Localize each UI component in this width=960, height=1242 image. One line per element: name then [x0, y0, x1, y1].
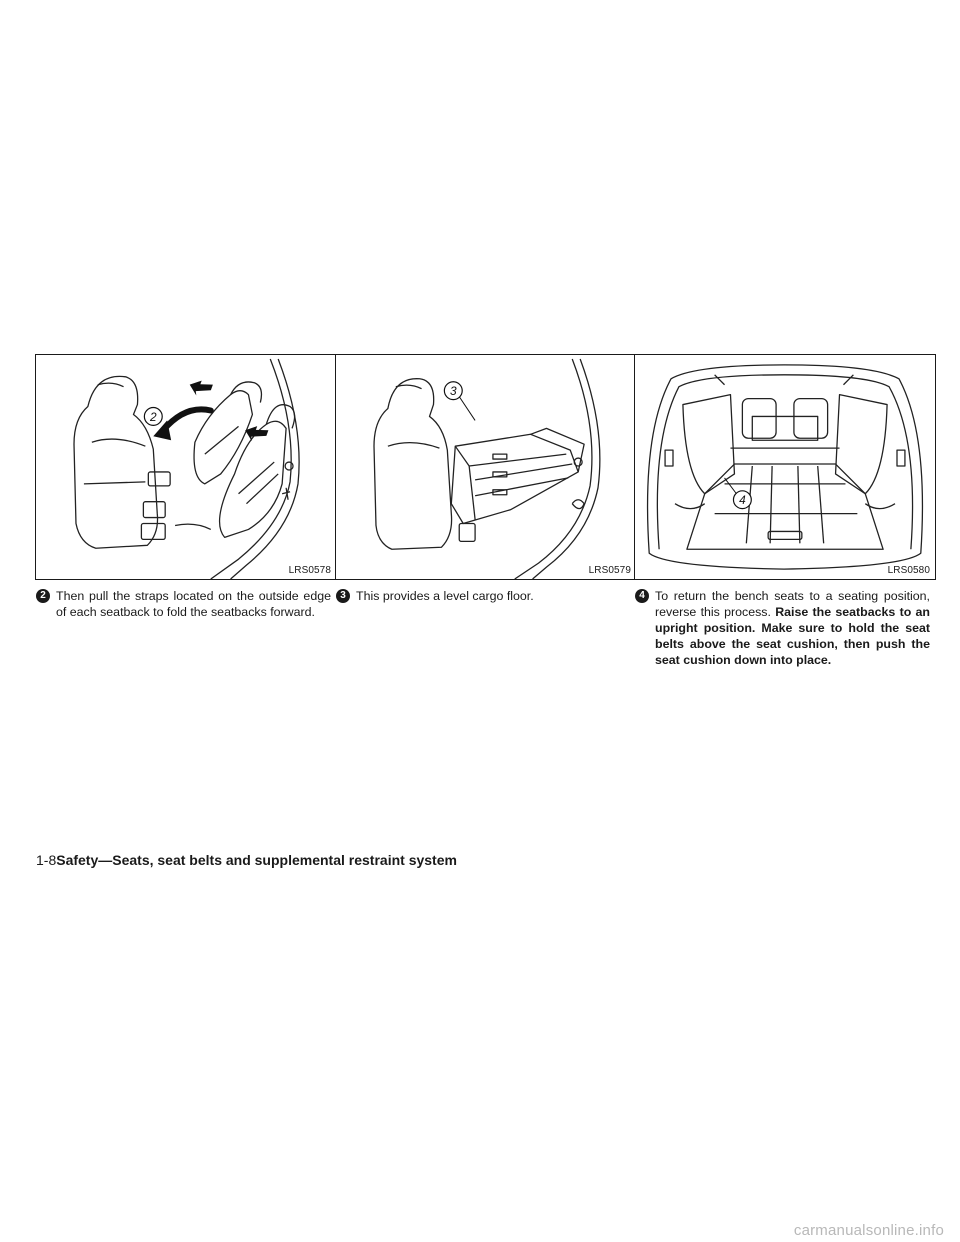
callout-number: 2 — [149, 409, 157, 424]
caption-step-4 — [635, 588, 930, 668]
watermark-text: carmanualsonline.info — [793, 1222, 944, 1239]
callout-number: 3 — [449, 384, 457, 399]
seat-fold-illustration — [36, 355, 336, 579]
caption-step-3 — [336, 588, 631, 604]
caption-text — [655, 588, 930, 668]
page-footer — [36, 851, 457, 869]
caption-text — [356, 588, 631, 604]
step-number-badge: 3 — [336, 589, 350, 603]
cargo-floor-illustration — [336, 355, 636, 579]
caption-body: Then pull the straps located on the outside edge of each seatback to fold the seatbacks forward. — [56, 589, 331, 619]
caption-body: This provides a level cargo floor. — [356, 589, 534, 603]
figure-level-cargo-floor — [335, 354, 637, 580]
caption-body: To return the bench seats to a seating position, reverse this process. — [655, 589, 930, 619]
figure-fold-seatbacks — [35, 354, 337, 580]
caption-bold: Raise the seatbacks to an upright position. Make sure to hold the seat belts above the seat cushion, then push the seat cushion down into place. — [655, 605, 930, 667]
figure-cargo-area-rear-view — [634, 354, 936, 580]
step-number-badge: 4 — [635, 589, 649, 603]
figure-code: LRS0578 — [288, 565, 331, 576]
section-title: Safety—Seats, seat belts and supplemental restraint system — [56, 852, 457, 868]
page-number: 1-8 — [36, 852, 57, 868]
figure-code: LRS0580 — [887, 565, 930, 576]
step-number-badge: 2 — [36, 589, 50, 603]
caption-step-2 — [36, 588, 331, 620]
caption-text — [56, 588, 331, 620]
callout-number: 4 — [739, 493, 746, 508]
cargo-area-illustration — [635, 355, 935, 579]
figure-code: LRS0579 — [588, 565, 631, 576]
